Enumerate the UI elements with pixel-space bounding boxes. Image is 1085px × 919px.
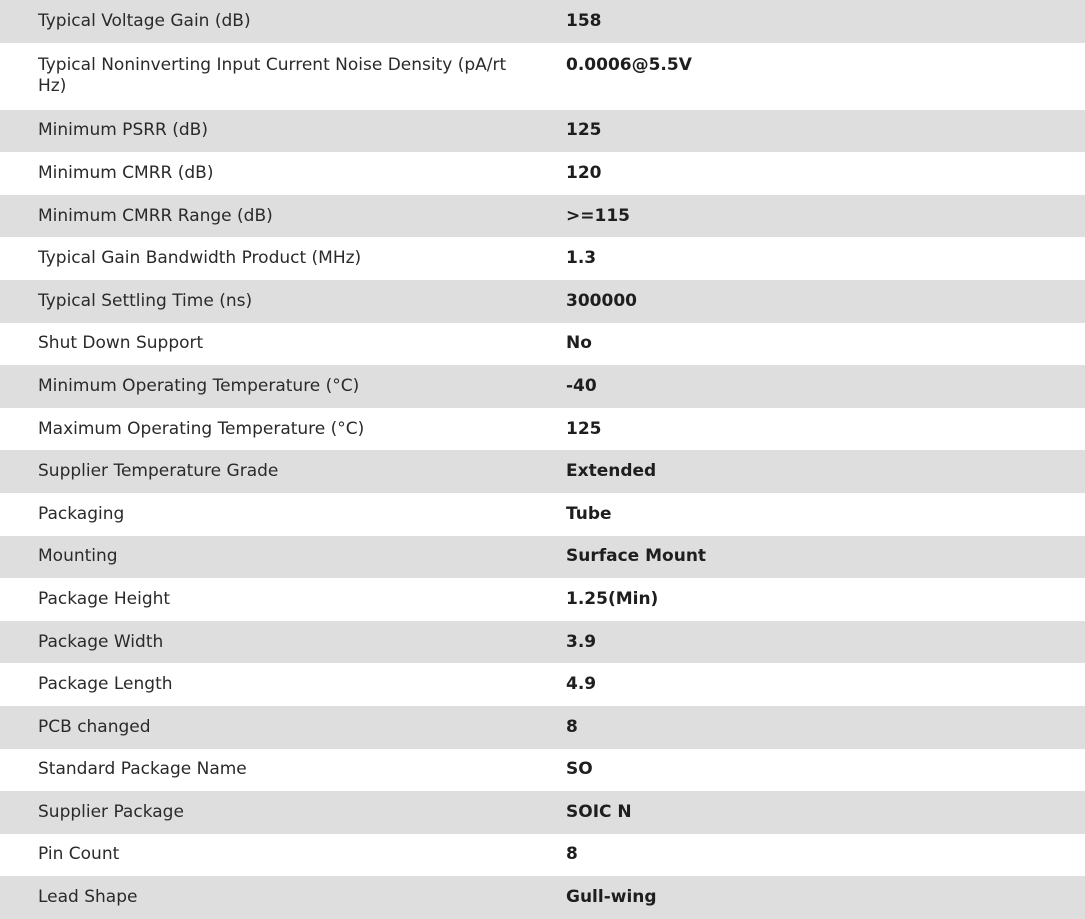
spec-row-min-cmrr [0,152,1085,195]
spec-row-shut-down-support [0,323,1085,366]
spec-value: Gull-wing [566,887,657,908]
spec-value: 0.0006@5.5V [566,54,692,75]
spec-label: Maximum Operating Temperature (°C) [38,418,365,439]
spec-row-packaging [0,493,1085,536]
spec-row-package-length [0,663,1085,706]
spec-row-lead-shape [0,876,1085,919]
spec-value: 1.3 [566,248,597,269]
spec-label: Package Height [38,588,171,609]
spec-label: Pin Count [38,844,120,865]
spec-value: 158 [566,10,602,31]
spec-value: 8 [566,844,578,865]
spec-label: Supplier Package [38,801,184,822]
spec-label: Typical Gain Bandwidth Product (MHz) [38,248,362,269]
spec-value: Tube [566,503,612,524]
spec-value: 120 [566,162,602,183]
spec-label: Supplier Temperature Grade [38,461,279,482]
spec-row-package-height [0,578,1085,621]
spec-value: 125 [566,418,602,439]
spec-value: No [566,333,592,354]
spec-value: 3.9 [566,631,597,652]
spec-row-min-psrr [0,110,1085,153]
spec-label: Standard Package Name [38,759,247,780]
spec-row-voltage-gain [0,0,1085,43]
spec-label: Package Width [38,631,164,652]
spec-row-max-operating-temp [0,408,1085,451]
spec-label: Package Length [38,674,173,695]
spec-label: Shut Down Support [38,333,204,354]
spec-label: Minimum PSRR (dB) [38,120,208,141]
spec-label: Mounting [38,546,118,567]
spec-value: Surface Mount [566,546,707,567]
spec-value: 125 [566,120,602,141]
spec-value: 4.9 [566,674,597,695]
spec-row-current-noise-density [0,43,1085,110]
spec-label: Typical Settling Time (ns) [38,290,253,311]
spec-row-mounting [0,536,1085,579]
spec-row-settling-time [0,280,1085,323]
spec-value: 8 [566,716,578,737]
spec-row-min-operating-temp [0,365,1085,408]
spec-row-package-width [0,621,1085,664]
spec-value: -40 [566,375,597,396]
spec-label: Minimum CMRR Range (dB) [38,205,273,226]
spec-value: SO [566,759,593,780]
spec-label: Minimum Operating Temperature (°C) [38,375,360,396]
spec-label: Packaging [38,503,125,524]
spec-row-standard-package-name [0,749,1085,792]
spec-label: Lead Shape [38,887,138,908]
spec-row-min-cmrr-range [0,195,1085,238]
spec-value: 300000 [566,290,637,311]
spec-value: >=115 [566,205,630,226]
spec-value: Extended [566,461,657,482]
spec-row-pcb-changed [0,706,1085,749]
spec-row-gain-bandwidth [0,237,1085,280]
spec-label: Typical Voltage Gain (dB) [38,10,251,31]
spec-label: Minimum CMRR (dB) [38,162,214,183]
spec-value: 1.25(Min) [566,588,659,609]
spec-value: SOIC N [566,801,632,822]
spec-label: PCB changed [38,716,151,737]
spec-row-pin-count [0,834,1085,877]
spec-label: Typical Noninverting Input Current Noise Density (pA/rt Hz) [38,54,507,96]
spec-row-temperature-grade [0,450,1085,493]
spec-row-supplier-package [0,791,1085,834]
